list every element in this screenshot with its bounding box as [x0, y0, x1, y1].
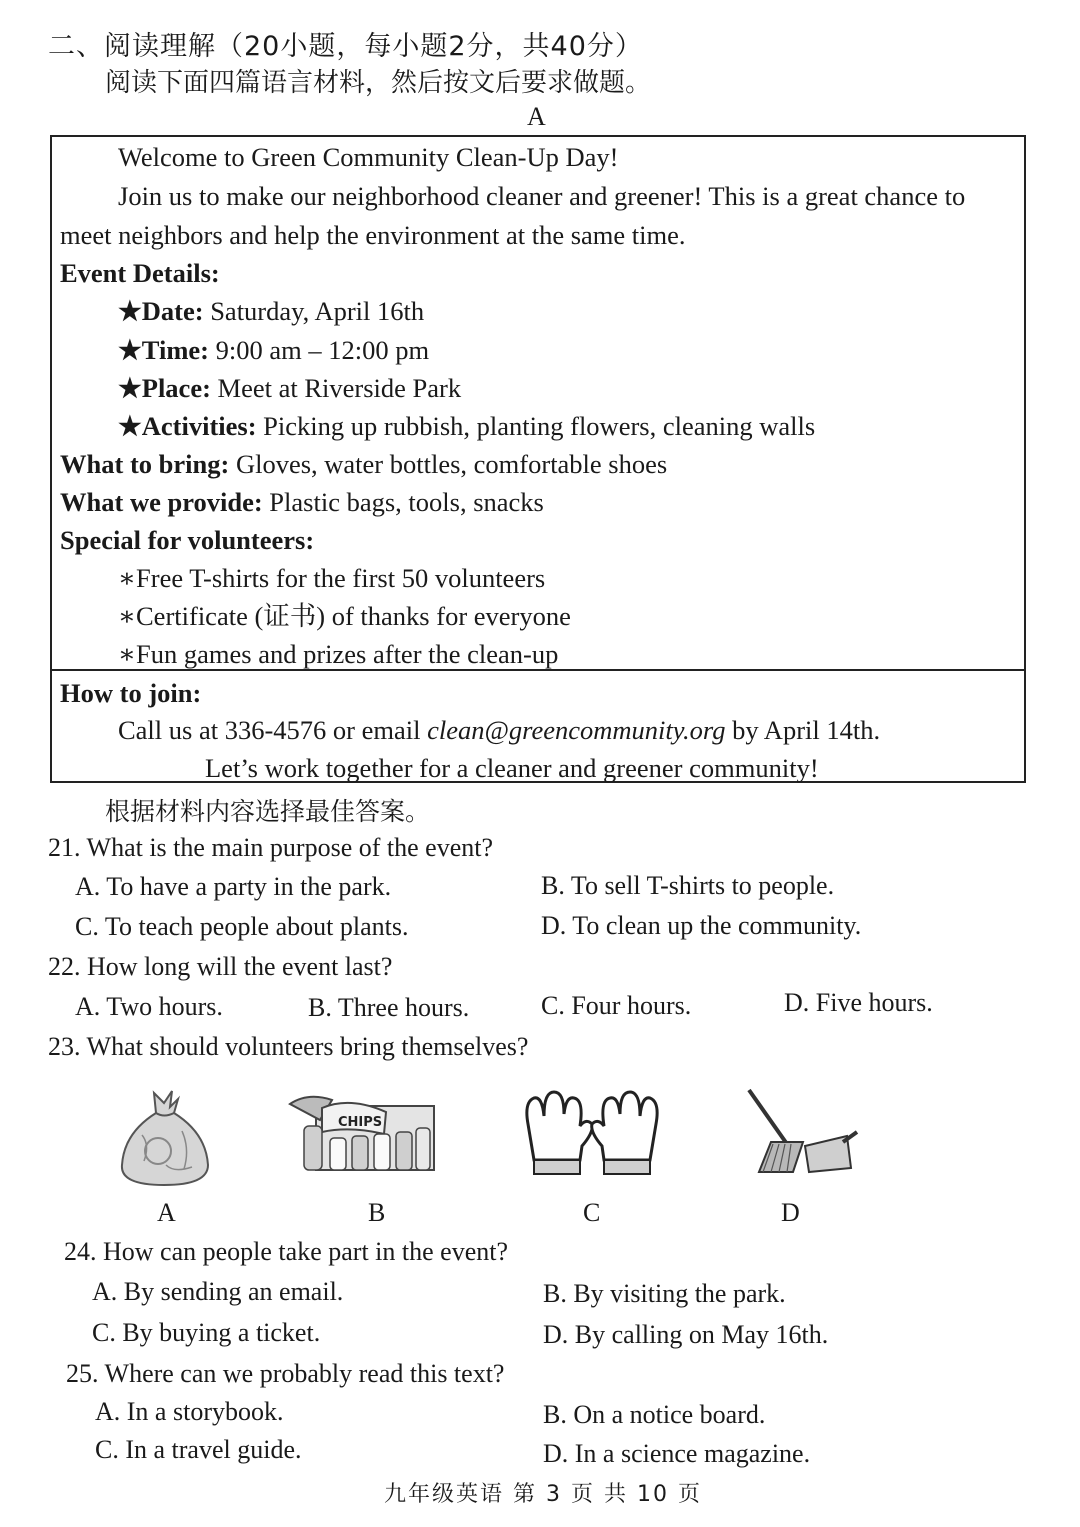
detail-date-label: ★Date: [118, 296, 204, 326]
provide-value: Plastic bags, tools, snacks [269, 487, 544, 517]
notice-welcome: Welcome to Green Community Clean-Up Day! [118, 142, 619, 172]
q21-option-a: A. To have a party in the park. [75, 872, 392, 901]
detail-date-value: Saturday, April 16th [210, 296, 425, 326]
question-22: 22. How long will the event last? [48, 952, 393, 981]
bring-value: Gloves, water bottles, comfortable shoes [235, 449, 668, 479]
q25-option-a: A. In a storybook. [95, 1397, 284, 1426]
q22-option-d: D. Five hours. [784, 988, 933, 1017]
q24-option-d: D. By calling on May 16th. [543, 1320, 829, 1349]
q25-option-d: D. In a science magazine. [543, 1439, 811, 1468]
chips-text: CHIPS [338, 1115, 383, 1130]
detail-place-value: Meet at Riverside Park [217, 373, 462, 403]
broom-dustpan-icon [743, 1086, 859, 1178]
garbage-bag-icon [112, 1085, 217, 1190]
q25-option-c: C. In a travel guide. [95, 1435, 302, 1464]
detail-time [118, 331, 429, 369]
detail-place [118, 369, 461, 407]
join-email: clean@greencommunity.org [427, 715, 726, 745]
closing-line: Let’s work together for a cleaner and greener community! [205, 753, 819, 783]
provide-label: What we provide: [60, 487, 263, 517]
detail-time-label: ★Time: [118, 335, 209, 365]
q21-option-c: C. To teach people about plants. [75, 912, 409, 941]
special-item: ∗Free T-shirts for the first 50 volunteers [118, 563, 546, 593]
gloves-icon [514, 1086, 674, 1178]
how-to-join-heading: How to join: [60, 678, 202, 708]
join-line [118, 711, 880, 749]
q24-option-b: B. By visiting the park. [543, 1279, 786, 1308]
page-footer: 九年级英语 第 3 页 共 10 页 [384, 1482, 702, 1507]
detail-activities [118, 407, 815, 445]
passage-label: A [527, 102, 546, 131]
q23-label-a: A [157, 1198, 176, 1227]
question-23: 23. What should volunteers bring themselves? [48, 1032, 529, 1061]
what-we-provide [60, 483, 544, 521]
detail-activities-value: Picking up rubbish, planting flowers, cleaning walls [263, 411, 816, 441]
section-title: 二、阅读理解（20小题，每小题2分，共40分） [48, 31, 643, 62]
q22-option-b: B. Three hours. [308, 993, 470, 1022]
q21-option-b: B. To sell T-shirts to people. [541, 871, 835, 900]
join-post: by April 14th. [725, 715, 881, 745]
notice-intro-line2: meet neighbors and help the environment at the same time. [60, 220, 686, 250]
reading-instructions: 阅读下面四篇语言材料，然后按文后要求做题。 [105, 68, 652, 98]
q24-option-a: A. By sending an email. [92, 1277, 344, 1306]
detail-date [118, 292, 424, 330]
q22-option-a: A. Two hours. [75, 992, 223, 1021]
q23-label-b: B [368, 1198, 386, 1227]
event-details-heading: Event Details: [60, 258, 220, 288]
join-pre: Call us at 336-4576 or email [118, 715, 428, 745]
question-24: 24. How can people take part in the event? [64, 1237, 508, 1266]
detail-time-value: 9:00 am – 12:00 pm [215, 335, 430, 365]
task-instruction: 根据材料内容选择最佳答案。 [105, 797, 431, 826]
special-item: ∗Certificate (证书) of thanks for everyone [118, 601, 571, 631]
q24-option-c: C. By buying a ticket. [92, 1318, 321, 1347]
notice-intro-line1: Join us to make our neighborhood cleaner and greener! This is a great chance to [118, 181, 966, 211]
q23-label-c: C [583, 1198, 601, 1227]
bring-label: What to bring: [60, 449, 230, 479]
question-21: 21. What is the main purpose of the event? [48, 833, 494, 862]
special-item: ∗Fun games and prizes after the clean-up [118, 639, 559, 669]
detail-activities-label: ★Activities: [118, 411, 257, 441]
q25-option-b: B. On a notice board. [543, 1400, 766, 1429]
q23-label-d: D [781, 1198, 800, 1227]
snacks-icon [288, 1092, 438, 1180]
detail-place-label: ★Place: [118, 373, 211, 403]
q22-option-c: C. Four hours. [541, 991, 692, 1020]
what-to-bring [60, 445, 667, 483]
special-heading: Special for volunteers: [60, 525, 315, 555]
question-25: 25. Where can we probably read this text? [66, 1359, 505, 1388]
q21-option-d: D. To clean up the community. [541, 911, 862, 940]
